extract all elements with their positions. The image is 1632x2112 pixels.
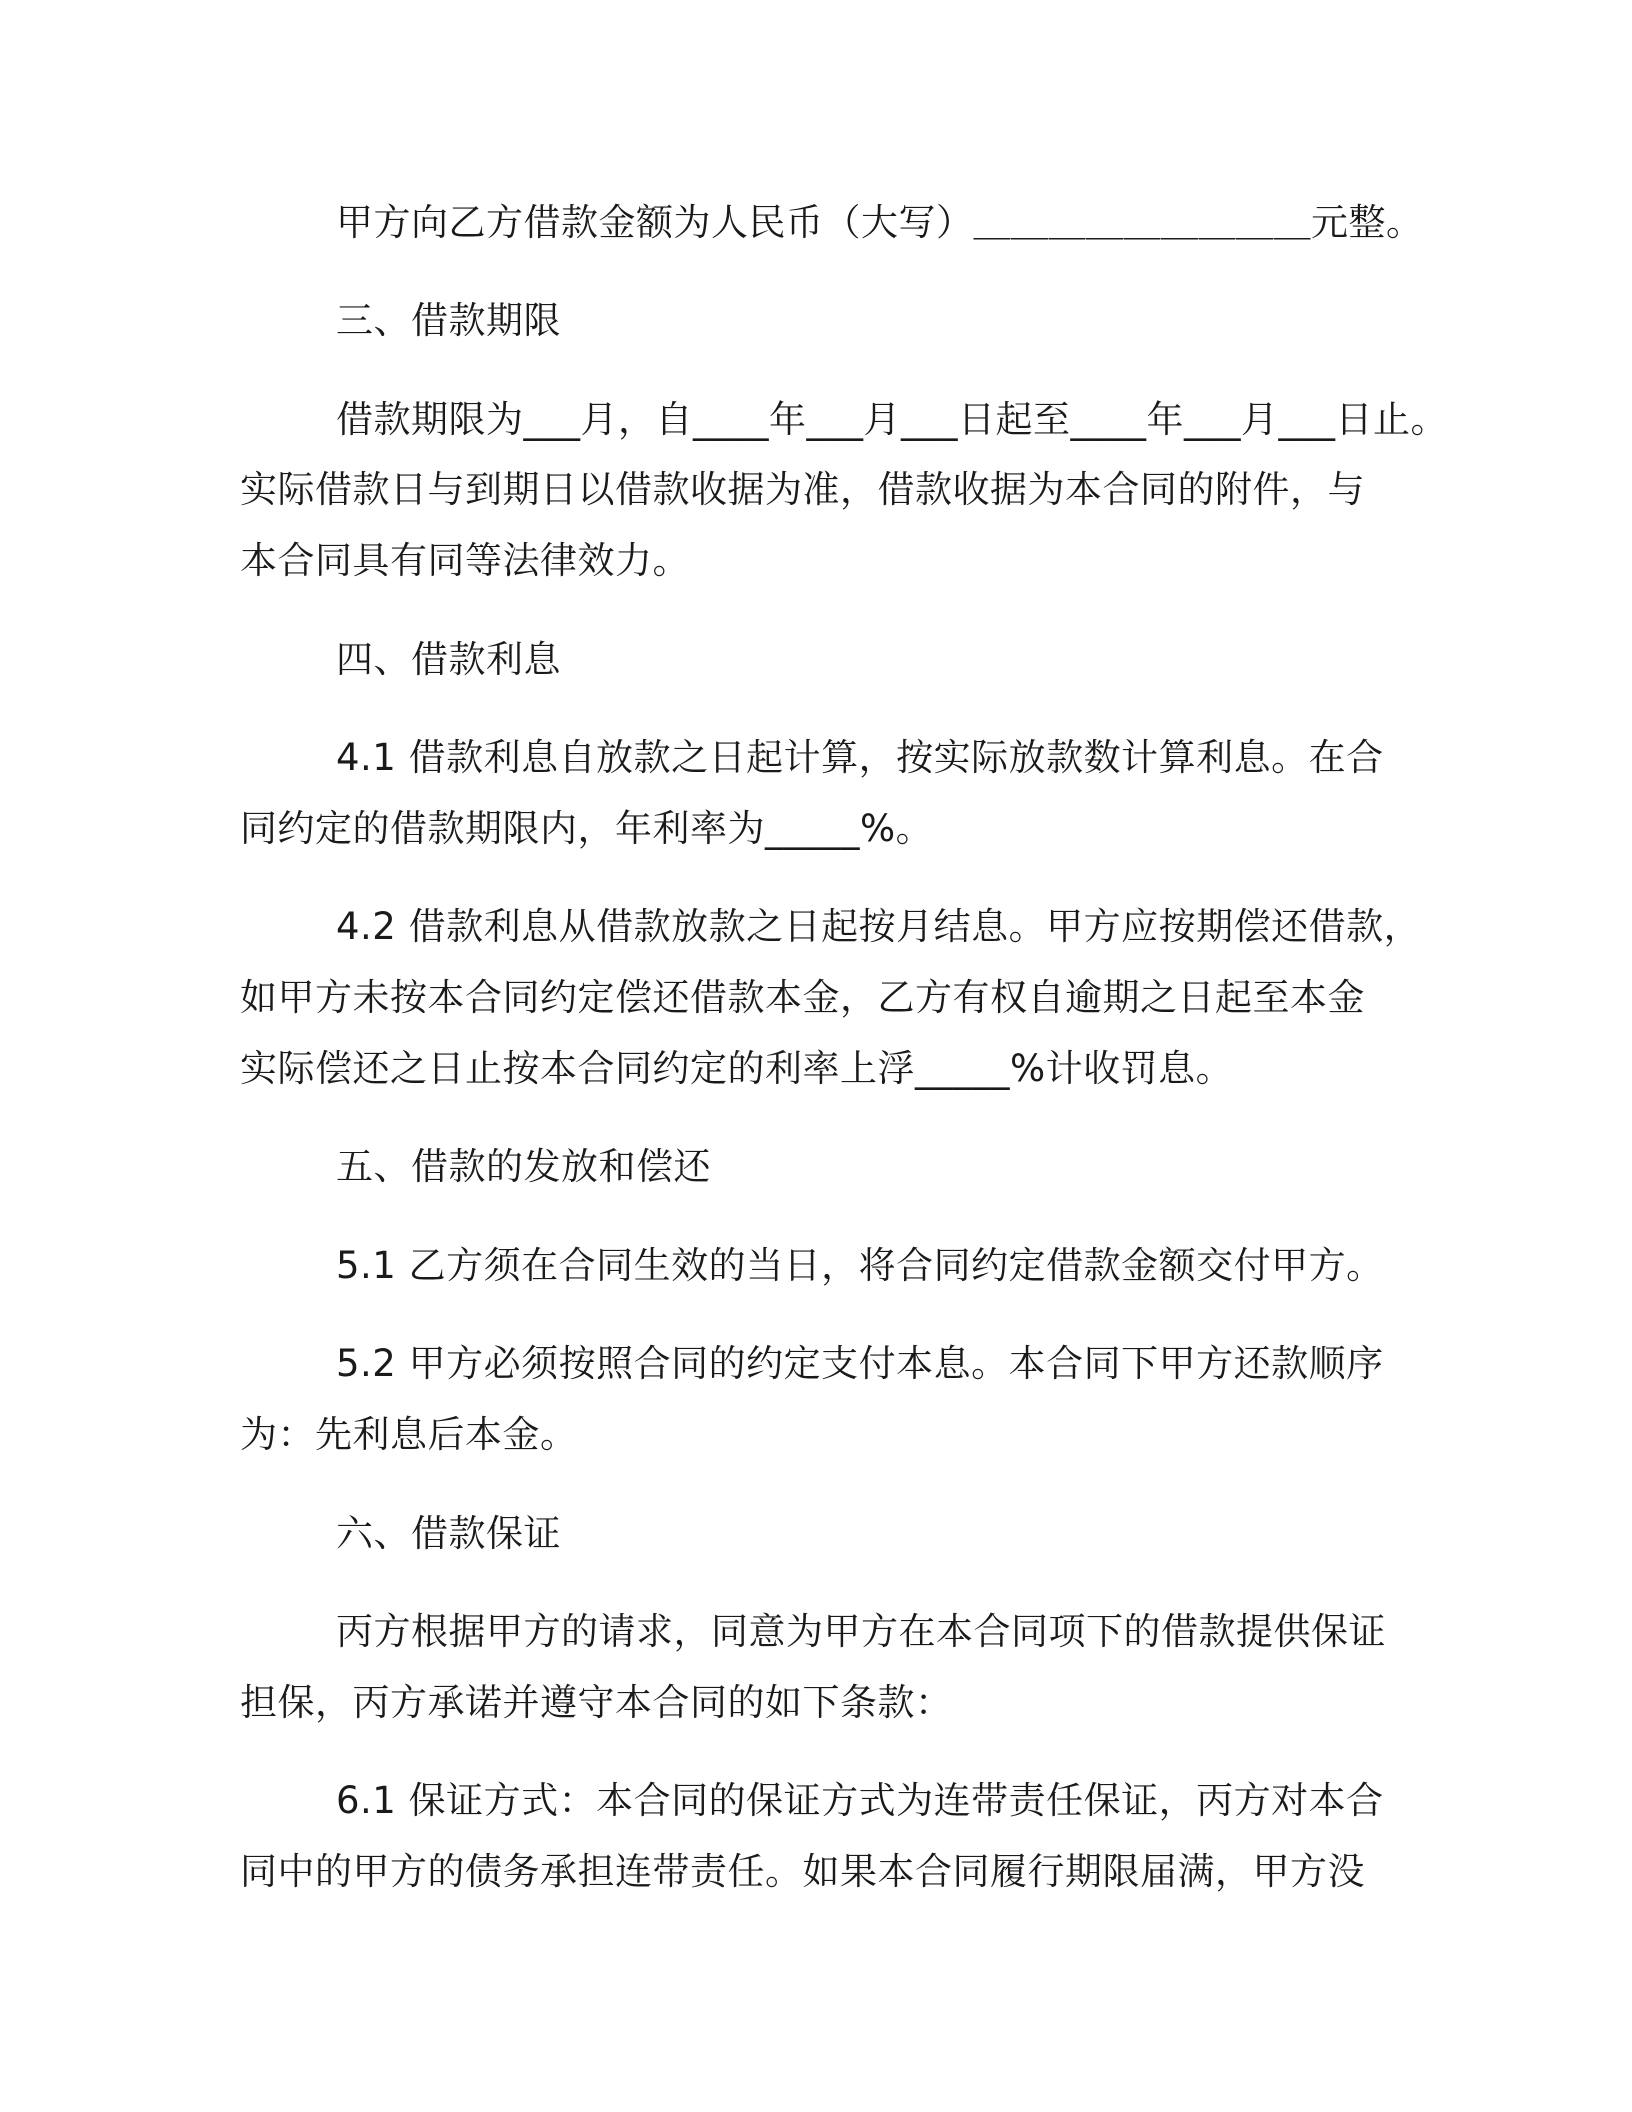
text-line: 实际借款日与到期日以借款收据为准，借款收据为本合同的附件，与 <box>240 468 1365 511</box>
text-line: 丙方根据甲方的请求，同意为甲方在本合同项下的借款提供保证 <box>336 1610 1386 1653</box>
text-line: 6.1 保证方式：本合同的保证方式为连带责任保证，丙方对本合 <box>336 1779 1384 1822</box>
text-line: 4.1 借款利息自放款之日起计算，按实际放款数计算利息。在合 <box>336 736 1384 779</box>
section-heading: 六、借款保证 <box>336 1512 561 1555</box>
text-line: 5.1 乙方须在合同生效的当日，将合同约定借款金额交付甲方。 <box>336 1244 1384 1287</box>
text-line: 实际偿还之日止按本合同约定的利率上浮_____%计收罚息。 <box>240 1047 1234 1090</box>
text-line: 如甲方未按本合同约定偿还借款本金，乙方有权自逾期之日起至本金 <box>240 976 1365 1019</box>
text-line: 本合同具有同等法律效力。 <box>240 539 690 582</box>
text-line: 为：先利息后本金。 <box>240 1413 578 1456</box>
text-line: 同约定的借款期限内，年利率为_____%。 <box>240 807 934 850</box>
text-line: 担保，丙方承诺并遵守本合同的如下条款： <box>240 1681 953 1724</box>
section-heading: 五、借款的发放和偿还 <box>336 1145 711 1188</box>
section-heading: 四、借款利息 <box>336 638 561 681</box>
text-line: 同中的甲方的债务承担连带责任。如果本合同履行期限届满，甲方没 <box>240 1850 1365 1893</box>
text-line: 4.2 借款利息从借款放款之日起按月结息。甲方应按期偿还借款， <box>336 905 1422 948</box>
text-line: 借款期限为___月，自____年___月___日起至____年___月___日止。 <box>336 398 1448 441</box>
section-heading: 三、借款期限 <box>336 299 561 342</box>
text-line: 甲方向乙方借款金额为人民币（大写）＿＿＿＿＿＿＿＿＿元整。 <box>336 201 1424 244</box>
text-line: 5.2 甲方必须按照合同的约定支付本息。本合同下甲方还款顺序 <box>336 1342 1384 1385</box>
